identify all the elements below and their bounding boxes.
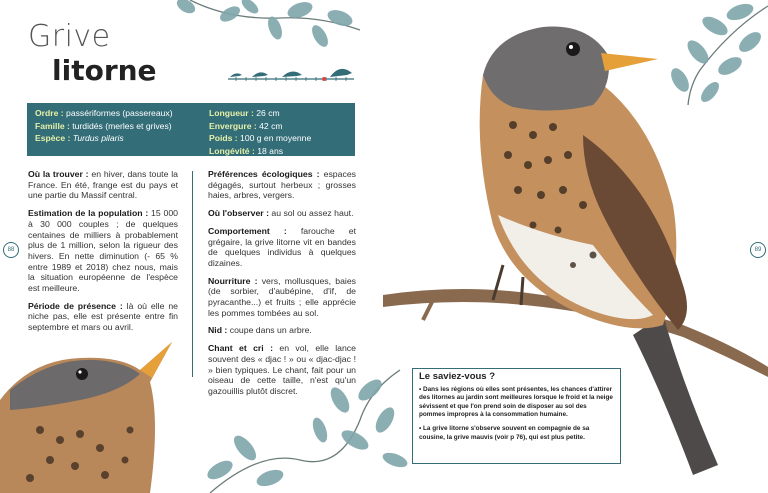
measures-column [209,107,311,157]
longevite-row: Longévité : 18 ans [209,145,284,156]
paragraph-ou-observer: Où l'observer : au sol ou assez haut. [208,208,354,219]
paragraph-chant: Chant et cri : en vol, elle lance souvent des « djac ! » ou « djac-djac ! » bien typiques. Le chant, fait pour un oiseau de cette taille, n'est qu'un gazouillis plutôt discret. [208,343,356,396]
famille-row: Famille : turdidés (merles et grives) [35,120,172,131]
paragraph-population: Estimation de la population : 15 000 à 30 000 couples ; de quelques centaines de milliers à probablement plus de 1 million, selon la rigueur des hivers. En nette diminution (- 65 % entre 1989 et 2018) chez nous, mais la situation européenne de l'espèce est meilleure. [28,208,178,294]
envergure-row: Envergure : 42 cm [209,120,283,131]
paragraph-comportement: Comportement : farouche et grégaire, la grive litorne vit en bandes de quelques individus à quelques dizaines. [208,225,356,268]
did-you-know-item: • Dans les régions où elles sont présentes, les chances d'attirer des litornes au jardin sont meilleures lorsque le froid et la neige sévissent et que l'on prend soin de disposer au sol des pommes impropres à la consommation humaine. [419,385,613,419]
ordre-row: Ordre : passériformes (passereaux) [35,108,173,118]
page-title-line2: litorne [52,54,157,87]
taxonomy-column [35,107,173,145]
longueur-row: Longueur : 26 cm [209,108,280,118]
left-text-column [28,169,178,340]
paragraph-ou-la-trouver: Où la trouver : en hiver, dans toute la France. En été, frange est du pays et une partie du Massif central. [28,169,178,201]
page-number-right: 89 [750,242,766,258]
thrush-head-illustration [0,330,175,493]
did-you-know-box [412,368,621,464]
poids-row: Poids : 100 g en moyenne [209,133,312,143]
leaves-illustration-top-left [170,0,370,60]
paragraph-nourriture: Nourriture : vers, mollusques, baies (de sorbier, d'aubépine, d'if, de pyracanthe...) et fruits ; elle apprécie les pommes tombées au sol. [208,275,356,318]
paragraph-nid: Nid : coupe dans un arbre. [208,325,312,336]
page-title-line1: Grive [28,19,111,54]
size-scale-illustration [226,60,356,84]
paragraph-preferences: Préférences écologiques : espaces dégagés, surtout herbeux ; grosses haies, arbres, vergers. [208,169,356,201]
page-number-left: 88 [3,242,19,258]
espece-row: Espèce : Turdus pilaris [35,133,124,143]
did-you-know-item: • La grive litorne s'observe souvent en compagnie de sa cousine, la grive mauvis (voir p 76), qui est plus petite. [419,424,590,441]
did-you-know-title: Le saviez-vous ? [419,371,496,382]
paragraph-periode: Période de présence : là où elle ne niche pas, elle est présente entre fin septembre et mars ou avril. [28,300,178,333]
column-divider [192,171,193,377]
species-infobox [27,103,355,156]
